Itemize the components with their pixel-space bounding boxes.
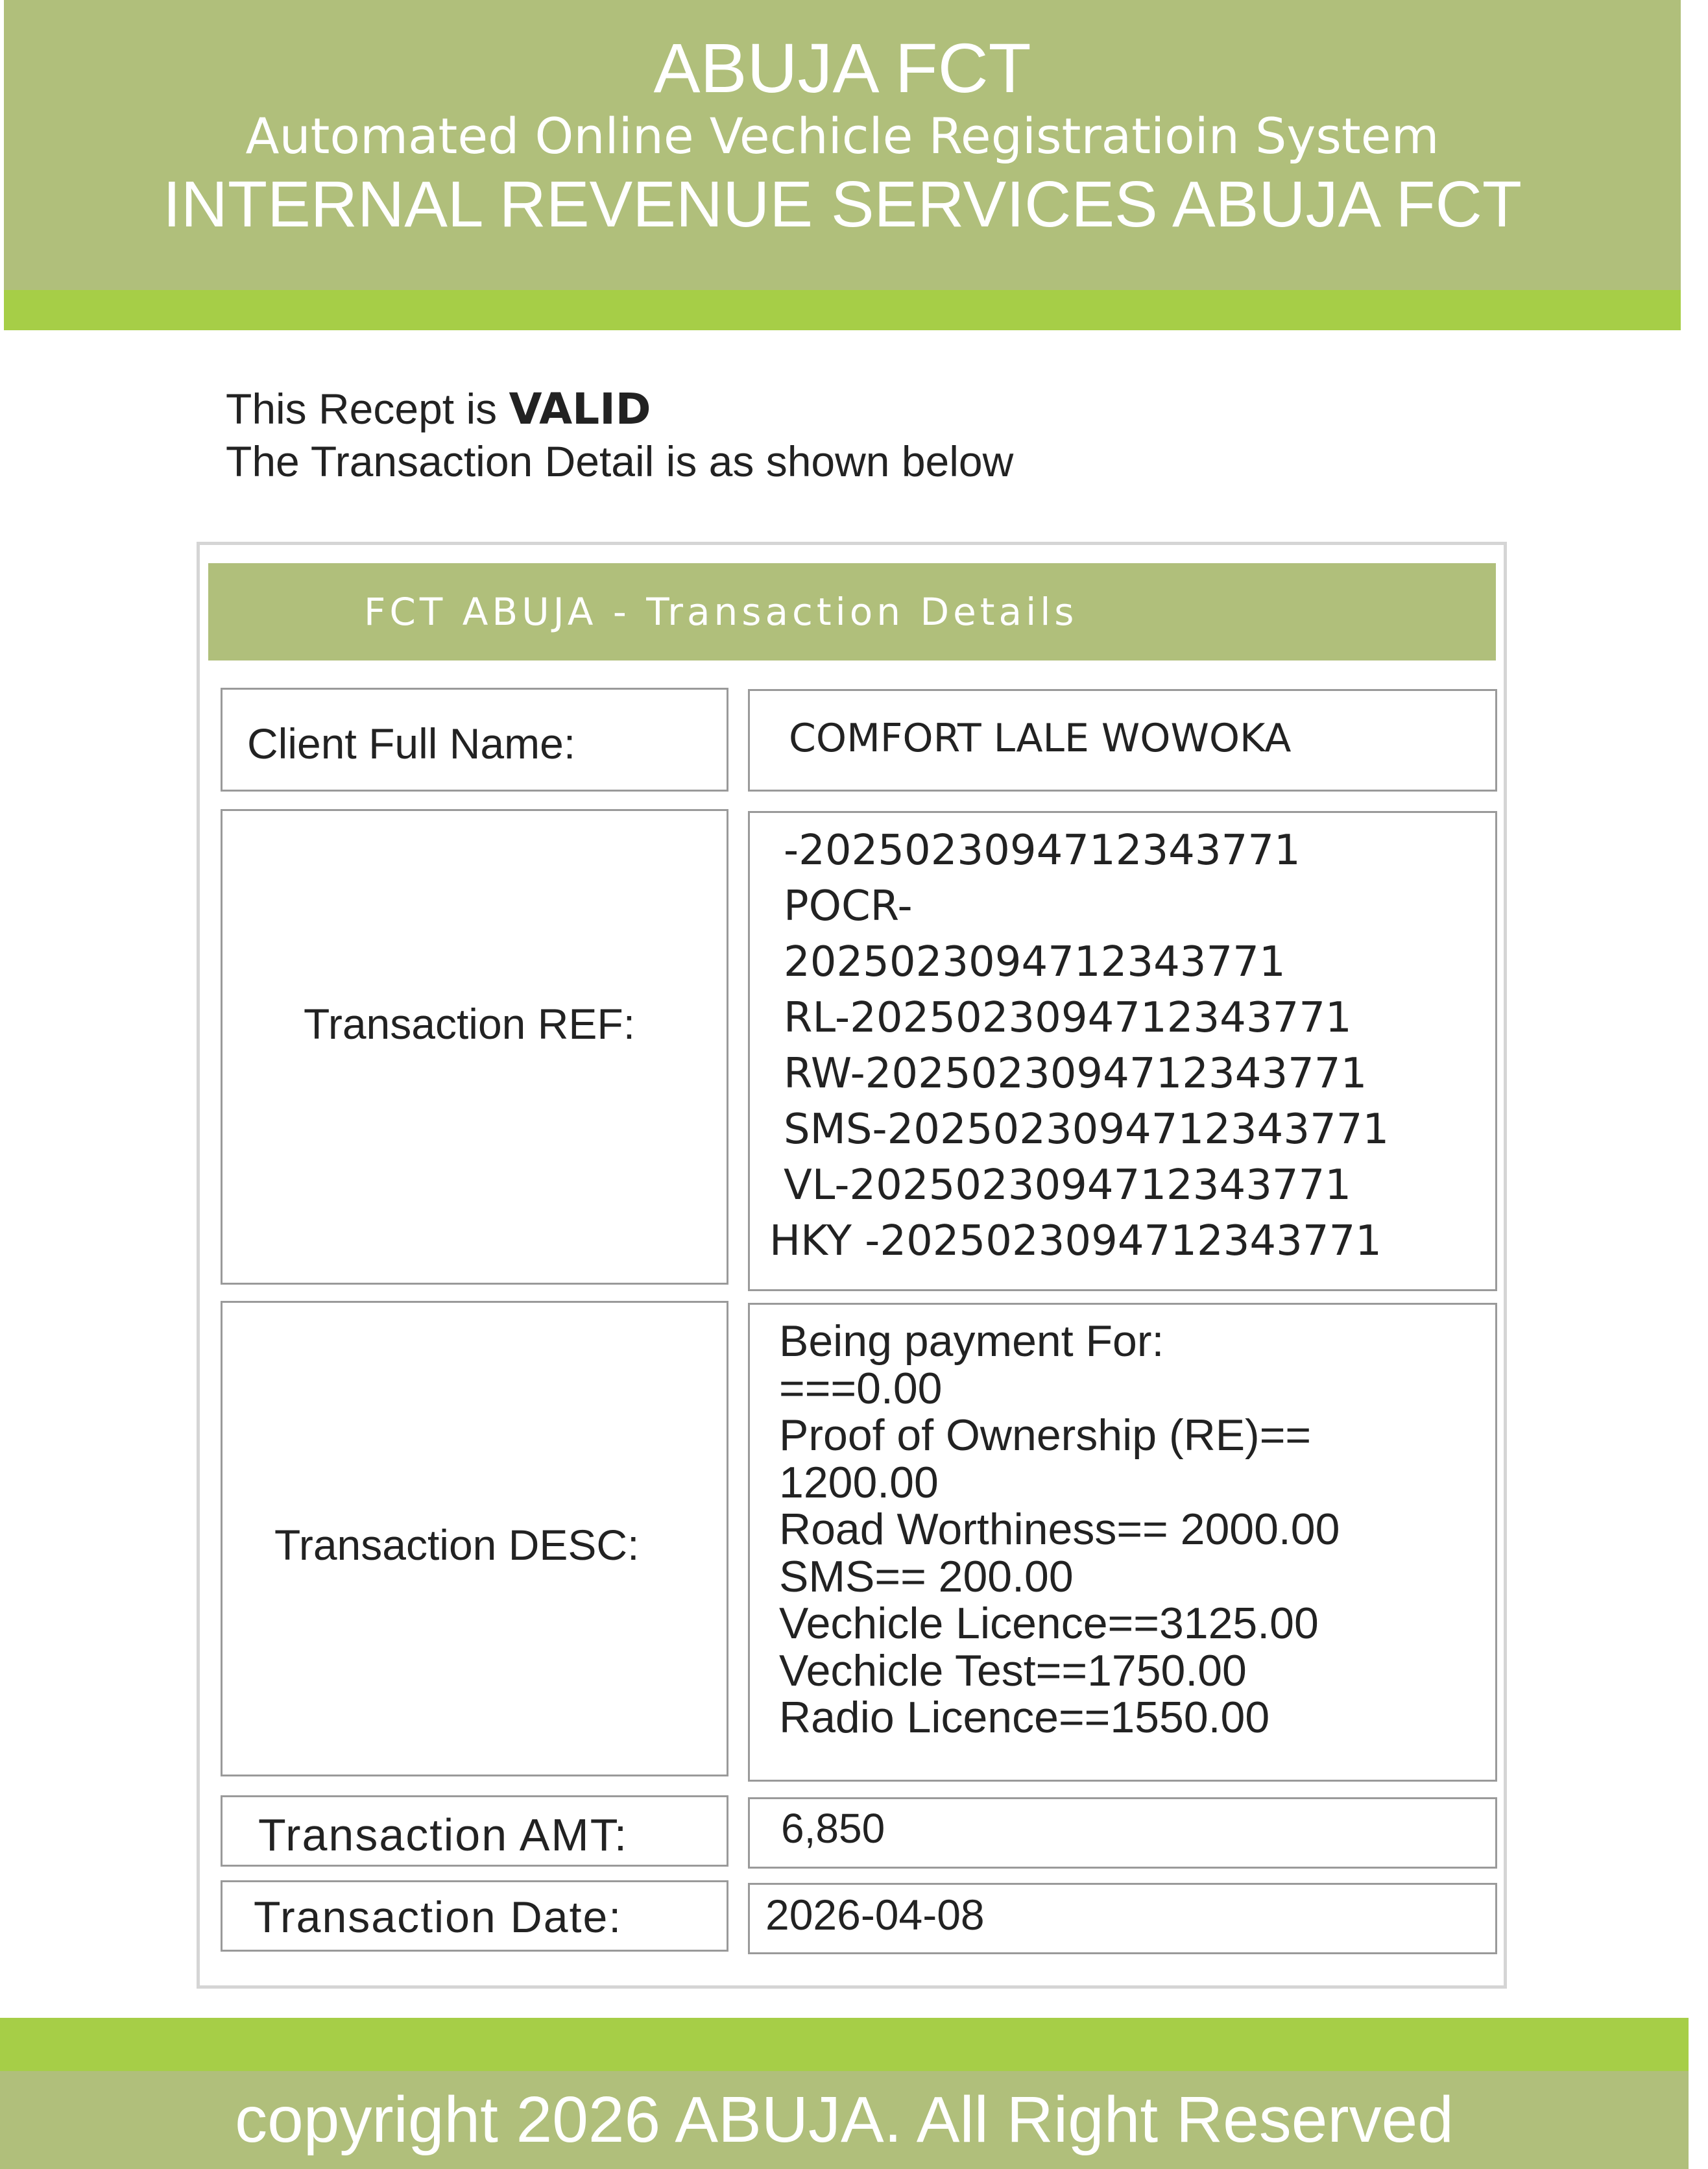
footer-banner bbox=[0, 2071, 1689, 2169]
validity-status bbox=[226, 383, 1013, 487]
header-subtitle: Automated Online Vechicle Registratioin System bbox=[245, 107, 1439, 165]
date-label: Transaction Date: bbox=[254, 1893, 623, 1942]
ref-line: -2025023094712343771 bbox=[784, 827, 1301, 875]
header-title: ABUJA FCT bbox=[653, 29, 1031, 107]
header-agency: INTERNAL REVENUE SERVICES ABUJA FCT bbox=[163, 168, 1522, 241]
ref-line: RW-2025023094712343771 bbox=[784, 1050, 1367, 1098]
desc-line: ===0.00 bbox=[779, 1363, 943, 1413]
validity-line bbox=[226, 383, 1013, 435]
ref-line: VL-2025023094712343771 bbox=[784, 1161, 1352, 1209]
amt-label: Transaction AMT: bbox=[258, 1810, 629, 1860]
transaction-details-card bbox=[197, 542, 1507, 1989]
ref-line: HKY -2025023094712343771 bbox=[769, 1217, 1382, 1265]
amt-value: 6,850 bbox=[781, 1805, 885, 1852]
ref-line: 2025023094712343771 bbox=[784, 938, 1286, 986]
amt-label-cell bbox=[221, 1795, 728, 1867]
header-banner bbox=[4, 0, 1681, 290]
desc-value-cell bbox=[748, 1303, 1497, 1782]
header-stripe bbox=[4, 290, 1681, 330]
desc-line: Road Worthiness== 2000.00 bbox=[779, 1505, 1340, 1554]
desc-list bbox=[779, 1318, 1340, 1741]
desc-line: 1200.00 bbox=[779, 1457, 939, 1507]
desc-line: Vechicle Test==1750.00 bbox=[779, 1645, 1247, 1695]
detail-note: The Transaction Detail is as shown below bbox=[226, 437, 1014, 485]
name-value: COMFORT LALE WOWOKA bbox=[789, 716, 1292, 761]
ref-value-cell bbox=[748, 811, 1497, 1291]
desc-label-cell bbox=[221, 1301, 728, 1776]
desc-line: SMS== 200.00 bbox=[779, 1551, 1074, 1601]
date-label-cell bbox=[221, 1880, 728, 1952]
desc-line: Vechicle Licence==3125.00 bbox=[779, 1599, 1319, 1648]
ref-line: POCR- bbox=[784, 882, 913, 930]
date-value: 2026-04-08 bbox=[765, 1891, 985, 1939]
card-title: FCT ABUJA - Transaction Details bbox=[208, 563, 1496, 660]
desc-label: Transaction DESC: bbox=[274, 1521, 640, 1569]
ref-label-cell bbox=[221, 809, 728, 1285]
desc-line: Proof of Ownership (RE)== bbox=[779, 1411, 1312, 1460]
validity-prefix: This Recept is bbox=[226, 385, 509, 433]
name-value-cell bbox=[748, 689, 1497, 792]
ref-label: Transaction REF: bbox=[304, 1000, 636, 1048]
desc-line: Being payment For: bbox=[779, 1316, 1164, 1366]
desc-line: Radio Licence==1550.00 bbox=[779, 1693, 1270, 1742]
ref-list bbox=[769, 823, 1389, 1269]
copyright-text: copyright 2026 ABUJA. All Right Reserved bbox=[235, 2083, 1454, 2156]
name-label-cell bbox=[221, 688, 728, 792]
footer-stripe bbox=[0, 2018, 1689, 2071]
valid-badge: VALID bbox=[509, 384, 651, 434]
name-label: Client Full Name: bbox=[247, 720, 576, 768]
date-value-cell bbox=[748, 1883, 1497, 1954]
ref-line: RL-2025023094712343771 bbox=[784, 994, 1352, 1042]
amt-value-cell bbox=[748, 1797, 1497, 1869]
ref-line: SMS-2025023094712343771 bbox=[784, 1106, 1389, 1154]
